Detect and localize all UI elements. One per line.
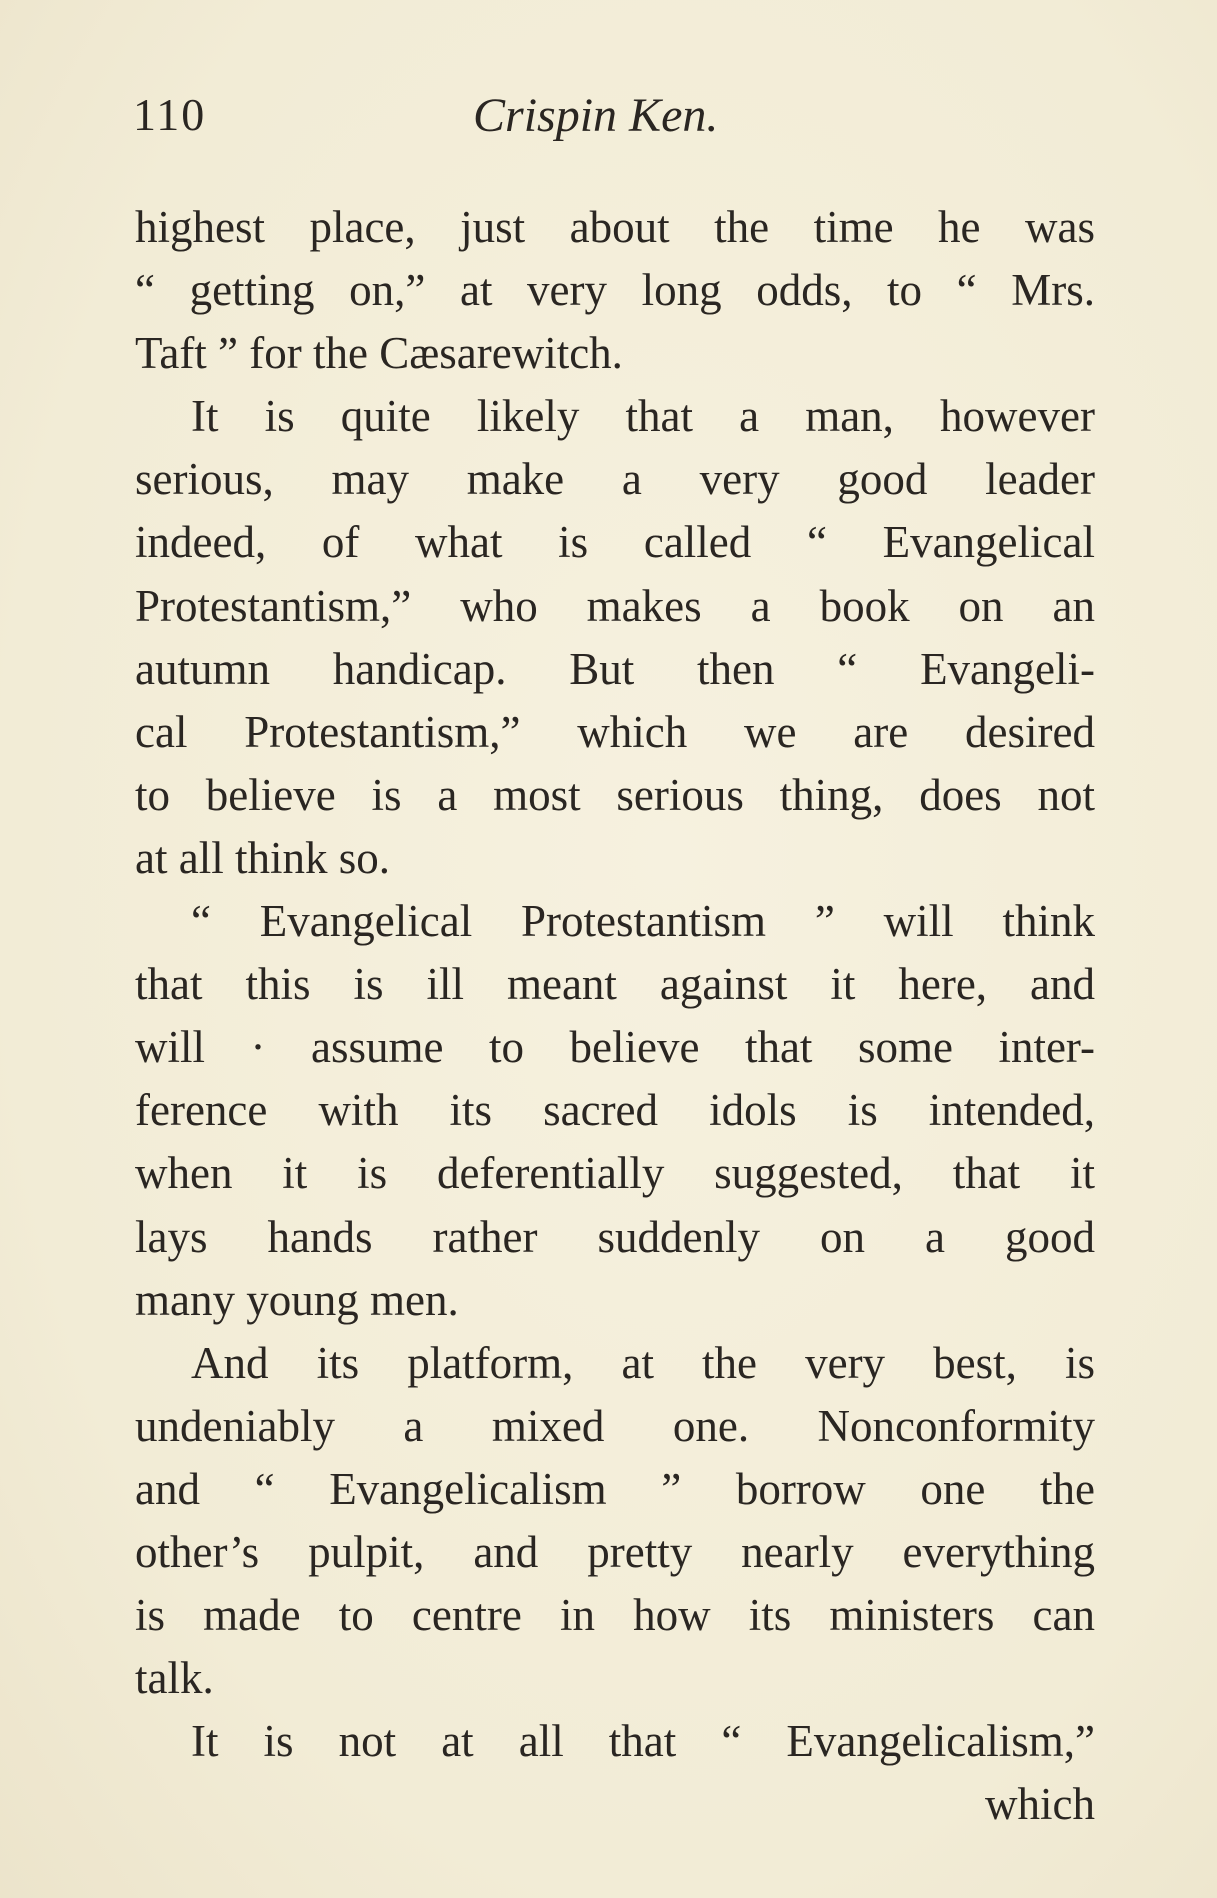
text-line: other’s pulpit, and pretty nearly everything	[135, 1526, 1095, 1577]
text-line: many young men.	[135, 1274, 459, 1325]
text-line: will · assume to believe that some inter-	[135, 1022, 1095, 1073]
text-line: It is quite likely that a man, however	[191, 391, 1095, 442]
text-line: that this is ill meant against it here, and	[135, 959, 1095, 1010]
text-line: indeed, of what is called “ Evangelical	[135, 517, 1095, 568]
text-line: highest place, just about the time he was	[135, 202, 1095, 252]
text-line: when it is deferentially suggested, that it	[135, 1148, 1095, 1199]
text-line: is made to centre in how its ministers can	[135, 1590, 1095, 1641]
running-title: Crispin Ken.	[473, 89, 719, 142]
text-line: “ Evangelical Protestantism ” will think	[191, 896, 1095, 947]
text-line: autumn handicap. But then “ Evangeli-	[135, 643, 1095, 694]
text-line: cal Protestantism,” which we are desired	[135, 706, 1095, 757]
text-line: And its platform, at the very best, is	[191, 1337, 1095, 1388]
text-line: talk.	[135, 1653, 214, 1704]
text-line: Taft ” for the Cæsarewitch.	[135, 328, 623, 379]
text-line: serious, may make a very good leader	[135, 454, 1095, 505]
body-text	[135, 196, 1095, 1836]
page-number: 110	[133, 89, 207, 140]
text-line: to believe is a most serious thing, does not	[135, 769, 1095, 820]
text-line: at all think so.	[135, 832, 390, 883]
text-line: It is not at all that “ Evangelicalism,”	[191, 1716, 1095, 1767]
text-line: and “ Evangelicalism ” borrow one the	[135, 1463, 1095, 1514]
text-line: ference with its sacred idols is intended,	[135, 1085, 1095, 1136]
text-line: “ getting on,” at very long odds, to “ Mrs.	[135, 265, 1095, 316]
text-line: undeniably a mixed one. Nonconformity	[135, 1400, 1095, 1451]
catchword: which	[985, 1779, 1095, 1830]
text-line: lays hands rather suddenly on a good	[135, 1211, 1095, 1262]
text-line: Protestantism,” who makes a book on an	[135, 580, 1095, 631]
running-head	[133, 88, 1093, 148]
